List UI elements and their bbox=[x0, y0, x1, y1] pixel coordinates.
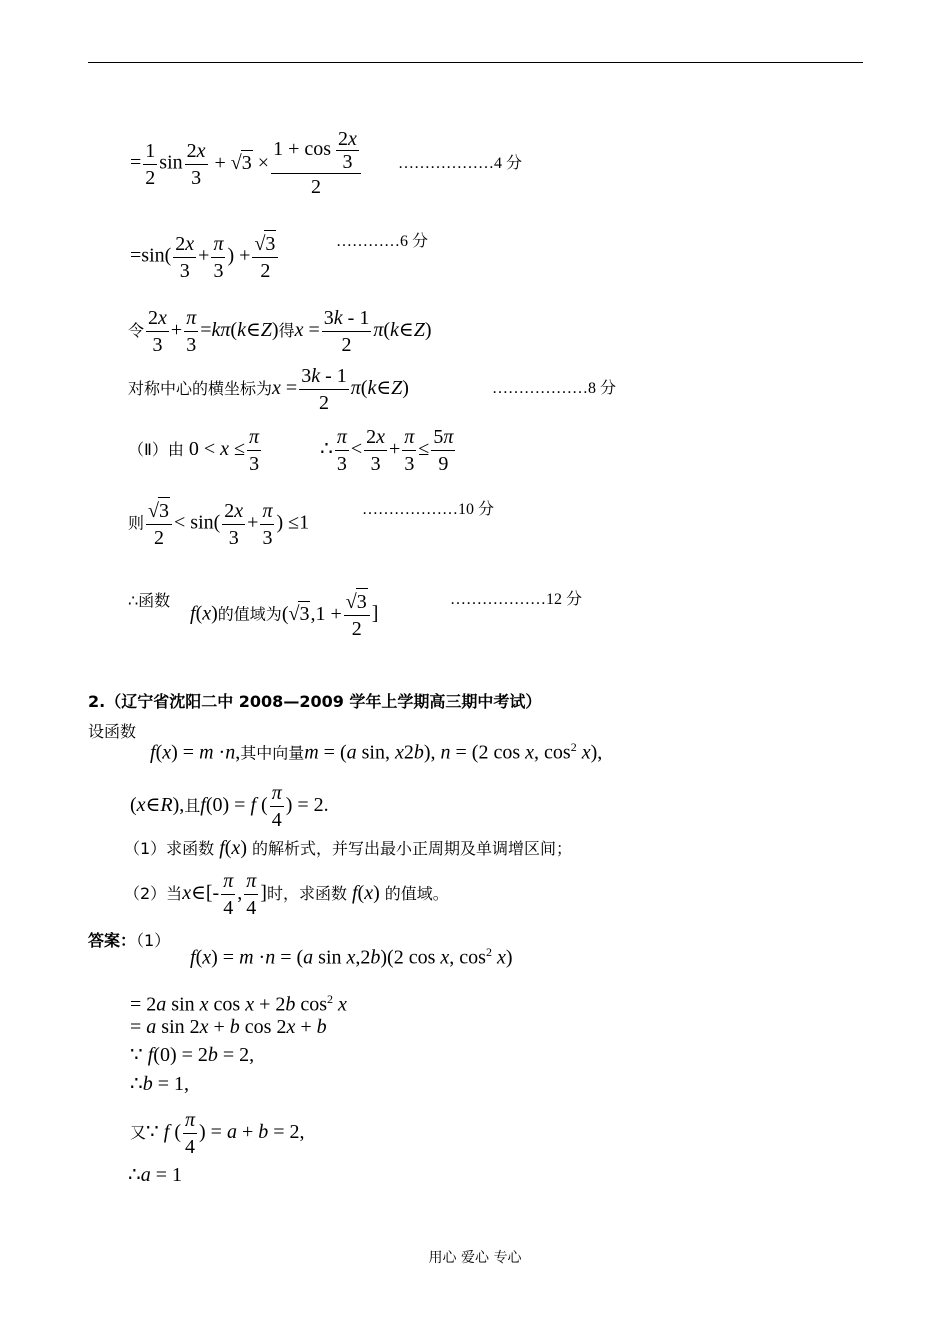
score-8: ………………8 分 bbox=[492, 380, 617, 397]
problem2-heading: 2.（辽宁省沈阳二中 2008—2009 学年上学期高三期中考试） bbox=[88, 692, 542, 711]
score-10: ………………10 分 bbox=[362, 501, 495, 518]
answer-label-line bbox=[88, 928, 170, 953]
answer-label: 答案： bbox=[88, 931, 137, 950]
therefore-function-label: ∴函数 bbox=[128, 591, 171, 610]
problem2-intro: 设函数 bbox=[88, 722, 137, 741]
problem2-cond: (x∈R),且f(0) = f ( $\frac{\pi}{4}$ ) = 2. bbox=[130, 782, 329, 831]
q2-label: （2）当 bbox=[124, 884, 183, 904]
eq-line-2: =sin( $\frac{2x}{3}$ + $\frac{\pi}{3}$ ) + $\frac{√3}{2}$ bbox=[130, 230, 280, 284]
answer-eq-4: ∵ f(0) = 2b = 2, bbox=[130, 1044, 255, 1066]
problem2-def: f(x) = m ·n,其中向量m = (a sin, x2b), n = (2 cos x, $\cos^2 x$), bbox=[150, 740, 603, 764]
answer-eq-7: ∴a = 1 bbox=[128, 1164, 183, 1186]
eq-line-5: （Ⅱ）由 0 < x ≤ $\frac{\pi}{3}$ ∴ $\frac{\pi}{3}$ < $\frac{2x}{3}$ + $\frac{\pi}{3}$ ≤ $\frac{5\pi}{9}$ bbox=[128, 426, 454, 475]
eq-line-6: 则 $\frac{√3}{2}$ < sin( $\frac{2x}{3}$ + $\frac{\pi}{3}$ ) ≤1 bbox=[128, 497, 309, 551]
q1-tail: 的解析式，并写出最小正周期及单调增区间； bbox=[251, 839, 572, 858]
range-label: 的值域为 bbox=[217, 604, 282, 624]
answer-eq-6: 又∵ f ( $\frac{\pi}{4}$ ) = a + b = 2, bbox=[130, 1109, 305, 1158]
q1-label: （1）求函数 bbox=[124, 839, 215, 858]
answer-eq-2: = 2a sin x cos x + 2b $\cos^2 x$ bbox=[130, 992, 347, 1016]
eq-line-7 bbox=[128, 588, 170, 613]
part2-label: （Ⅱ）由 bbox=[128, 440, 184, 460]
eq-line-3: 令 $\frac{2x}{3}$ + $\frac{\pi}{3}$ =kπ(k∈Z)得x = $\frac{3k - 1}{2}$ π(k∈Z) bbox=[128, 307, 432, 356]
then-label: 则 bbox=[128, 513, 145, 533]
score-12: ………………12 分 bbox=[450, 591, 583, 608]
answer-eq-3: = a sin 2x + b cos 2x + b bbox=[130, 1016, 327, 1038]
q2-tail: 的值域。 bbox=[384, 884, 449, 904]
eq-line-4: 对称中心的横坐标为x = $\frac{3k - 1}{2}$ π(k∈Z) bbox=[128, 365, 409, 414]
answer-eq-5: ∴b = 1, bbox=[130, 1073, 190, 1095]
symmetry-center-label: 对称中心的横坐标为 bbox=[128, 379, 273, 399]
eq-line-7b: f(x)的值域为(√3,1 + $\frac{√3}{2}$ ] bbox=[190, 588, 378, 642]
score-6: …………6 分 bbox=[336, 233, 429, 250]
q2-mid: 时，求函数 bbox=[266, 884, 347, 904]
header-rule bbox=[88, 62, 863, 63]
eq-line-1: = $\frac{1}{2}$ sin $\frac{2x}{3}$ + √3 × 1 + cos $\frac{2x}{3}$ 2 bbox=[130, 128, 363, 200]
answer-eq-1: f(x) = m ·n = (a sin x,2b)(2 cos x, $\cos^2 x$) bbox=[190, 945, 513, 969]
answer-num: （1） bbox=[136, 931, 171, 950]
problem2-q2: （2）当x∈[- $\frac{\pi}{4}$ , $\frac{\pi}{4}$ ]时，求函数 f(x) 的值域。 bbox=[124, 870, 449, 919]
score-4: ………………4 分 bbox=[398, 155, 523, 172]
page-footer: 用心 爱心 专心 bbox=[428, 1250, 522, 1266]
problem2-q1: （1）求函数 f(x) 的解析式，并写出最小正周期及单调增区间； bbox=[124, 837, 572, 859]
